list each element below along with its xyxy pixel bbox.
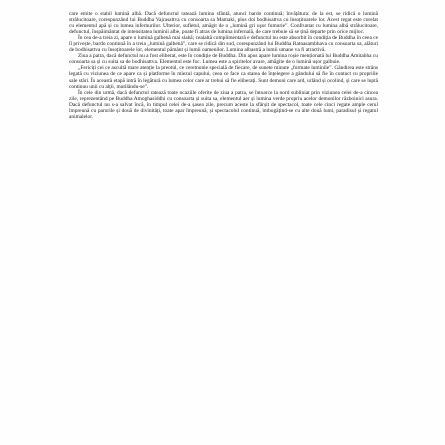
paragraph: Ziua a patra, dacă defunctul nu a fost eliberat, este în condiție de Buddha. Din apus apare lumina roșie menționată lui Buddha Amitabha cu consoarta sa și cu suita sa de bodhisattva. Elementul este foc. Lumea este a spiritelor avare, amăgite de o lumină ușor galbuie. — [69, 53, 378, 66]
paragraph: „Fericiți cei ce ascultă mare atenție la preotul, ce ceremonie specială de fiecare, de sunete minute „formate luminile”. Gândirea este strâns legată cu viziunea de ce apare ca și platforme în miezul capului, ceea ce face ca starea de înțelegere a gândului să fie în contact cu propriile sale stări. În această etapă intră în legătură cu lumea celor care ar trebui să fie eliberați. Sunt demoni care ard, urlând și ocolind, și care se luptă continuu unii cu alții, mutilându-se”. — [69, 65, 378, 90]
paragraph: În cele din urmă, dacă defunctul ratează toate ocaziile oferite de ziua a patra, se întoarce la nord subliniat prin viziunea celei de-a cincea zile, reprezentând pe Buddha Amoghasiddhi cu consoarta și suita sa, elementul aer și lumina verde propriu acelor demonilor războinici asura. Dacă defunctul nu s-a salvat încă, în timpul celei de-a șasea zile, precum aceste la sfârșit de spectacol, toate cele cinci regate ample cerul împreună cu parurile și două de divinități, toate apar împreună, și spectacolul continuă, imbogățind-se cu alte două lumi, paradisul și regatul animalelor. — [69, 89, 378, 120]
paragraph: care emite o stabil lumină albă. Dacă defunctul ratează lumina sfântă, atunci bardo continuă; învățătura: de la est, se ridică o lumină strălucitoare, corespunzând lui Buddha Vajrasattva cu consoarta sa Mamaki, plus doi bodhisattva cu însoțitoarele lor. Acest regat este corelat cu elementul apă și cu lumea infernurilor. Ulterior, sufletul, amăgit de o „lumină gri uşor fumurie”. Confruntat cu lumina albă strălucitoare, defunctul, înspăimântat de intensitatea luminii albe, poate fi atras de lumina infernală, de care trebuie să se țină departe prin orice mijloc. — [69, 11, 378, 36]
paragraph: În cea de-a treia zi, apare o lumină galbenă mai slabă; cealaltă complimentară e defunctul nu este absorbit în condiția de Buddha în ceea ce îl privește, bardo continuă în a treia „lumină galbenă”, care se ridică din sud, corespunzând lui Buddha Ratnasambhava cu consoarta sa, alături de bodhisattva cu însoțitoarele lor, elementul pământ și lumii oamenilor. Lumina albastră a lumii umane va fi atractivă. — [69, 35, 378, 54]
body-text — [69, 11, 378, 431]
